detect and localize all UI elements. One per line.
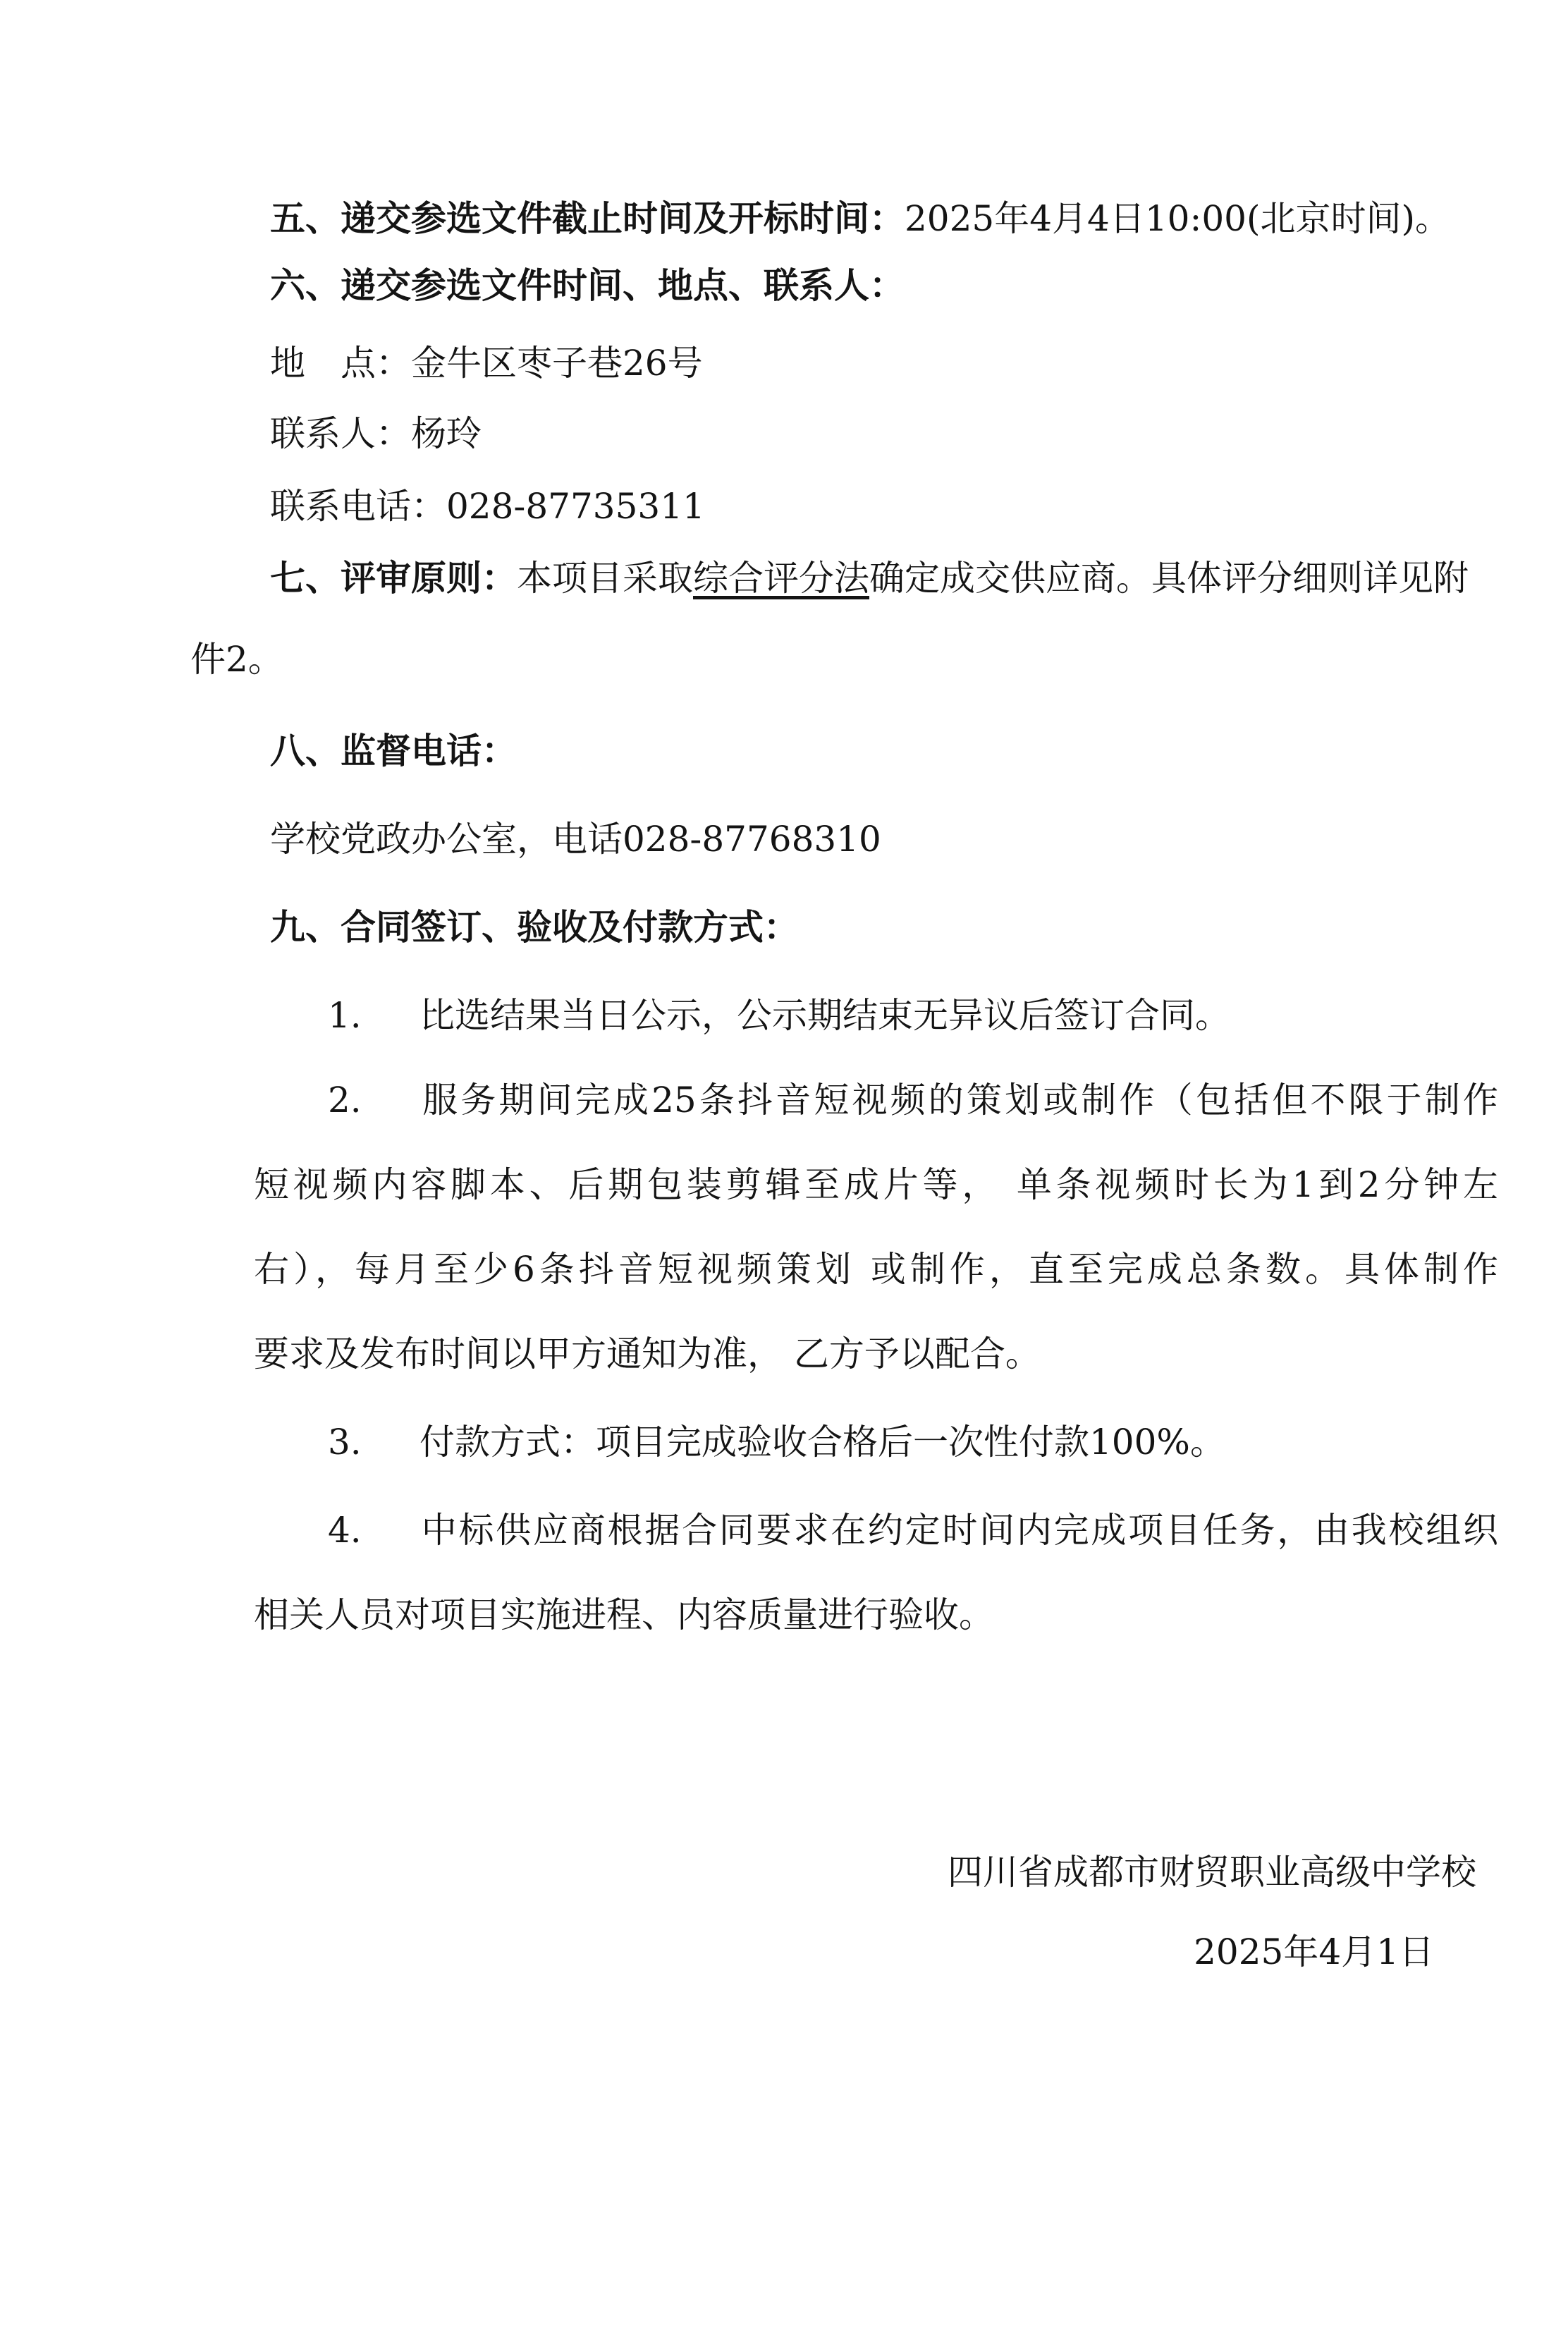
- item-4-line-1: 4. 中标供应商根据合同要求在约定时间内完成项目任务，由我校组织: [328, 1510, 1498, 1551]
- section5-line: [270, 197, 1450, 240]
- section8-text: 学校党政办公室，电话028-87768310: [270, 819, 881, 860]
- item-2-line-4: 要求及发布时间以甲方通知为准， 乙方予以配合。: [254, 1333, 1041, 1374]
- phone-label: 联系电话：: [270, 486, 446, 527]
- item-3-number: 3.: [328, 1422, 362, 1463]
- section7-text-after: 确定成交供应商。具体评分细则详见附: [869, 558, 1469, 599]
- item-1-number: 1.: [328, 995, 362, 1036]
- item-4-number: 4.: [328, 1510, 362, 1551]
- section8-heading: 八、监督电话：: [270, 730, 517, 771]
- location-line: [270, 342, 703, 384]
- item-1-line-1: 1. 比选结果当日公示，公示期结束无异议后签订合同。: [328, 995, 1230, 1036]
- item-2-line-3: 右），每月至少6条抖音短视频策划 或制作，直至完成总条数。具体制作: [254, 1249, 1498, 1290]
- signature-org: 四川省成都市财贸职业高级中学校: [948, 1852, 1476, 1893]
- item-3-line-1: 3. 付款方式：项目完成验收合格后一次性付款100%。: [328, 1422, 1225, 1463]
- location-value: 金牛区枣子巷26号: [411, 343, 703, 384]
- item-2-line-2: 短视频内容脚本、后期包装剪辑至成片等， 单条视频时长为1到2分钟左: [254, 1164, 1498, 1205]
- contact-line: [270, 413, 482, 455]
- contact-label: 联系人：: [270, 413, 411, 454]
- location-label: 地 点：: [270, 343, 411, 384]
- section7-text-before: 本项目采取: [517, 558, 693, 599]
- phone-value: 028-87735311: [446, 486, 705, 527]
- scoring-method: 综合评分法: [693, 558, 869, 599]
- phone-line: [270, 485, 705, 527]
- section5-text: 2025年4月4日10:00(北京时间)。: [905, 198, 1450, 239]
- section7-line2: 件2。: [190, 639, 283, 680]
- section5-heading: 五、递交参选文件截止时间及开标时间：: [270, 197, 905, 239]
- section9-heading: 九、合同签订、验收及付款方式：: [270, 906, 799, 948]
- signature-date: 2025年4月1日: [1194, 1931, 1434, 1972]
- section6-heading: 六、递交参选文件时间、地点、联系人：: [270, 264, 905, 306]
- section7-line: [270, 557, 1469, 599]
- item-2-number: 2.: [328, 1080, 362, 1121]
- contact-value: 杨玲: [411, 413, 482, 454]
- item-4-line-2: 相关人员对项目实施进程、内容质量进行验收。: [254, 1594, 994, 1635]
- section7-heading: 七、评审原则：: [270, 557, 517, 599]
- item-2-line-1: 2. 服务期间完成25条抖音短视频的策划或制作（包括但不限于制作: [328, 1080, 1498, 1121]
